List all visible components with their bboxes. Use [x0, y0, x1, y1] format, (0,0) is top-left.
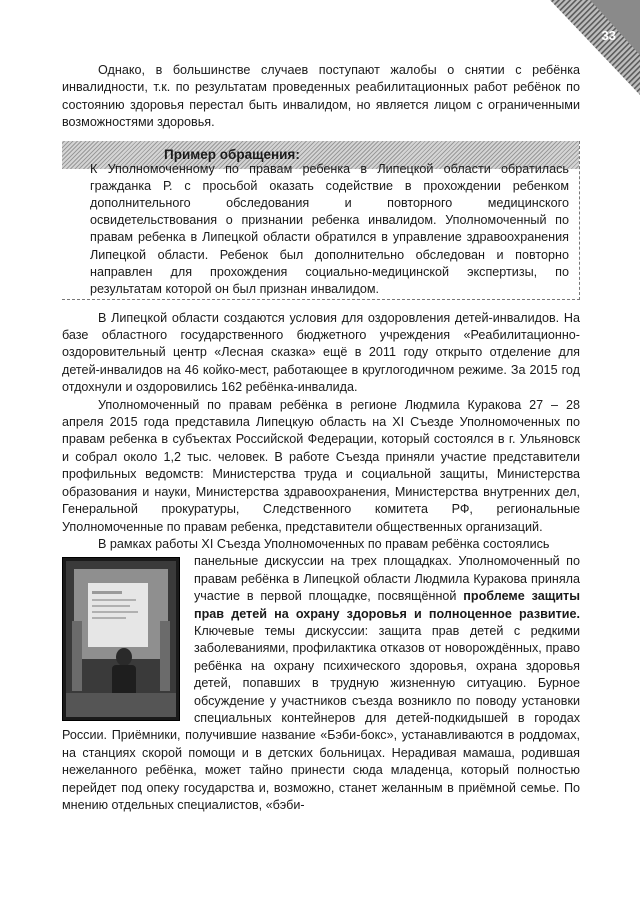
congress-paragraph: Уполномоченный по правам ребёнка в регионе Людмила Куракова 27 – 28 апреля 2015 года представила Липецкую область на XI Съезде Уполномоченных по правам ребенка в субъектах Российской Федерации, который состоялся в г. Ульяновск и собрал около 1,2 тыс. человек. В работе Съезда приняли участие представители профильных ведомств: Министерства труда и социальной защиты, Министерства образования и науки, Министерства здравоохранения, Министерства внутренних дел, Генеральной прокуратуры, Следственного комитета РФ, региональные Уполномоченные по правам ребенка, представители общественных организаций.	[62, 397, 580, 534]
lipetsk-paragraph: В Липецкой области создаются условия для оздоровления детей-инвалидов. На базе областного государственного бюджетного учреждения «Реабилитационно-оздоровительный центр «Лесная сказка» ещё в 2011 году открыто отделение для детей-инвалидов на 46 койко-мест, работающее в круглогодичном режиме. За 2015 год отдохнули и оздоровились 162 ребёнка-инвалида.	[62, 310, 580, 395]
example-text: К Уполномоченному по правам ребенка в Липецкой области обратилась гражданка Р. с просьбой оказать содействие в прохождении ребенком дополнительного обследования и повторного медицинского освидетельствования о признании ребенка инвалидом. Уполномоченный по правам ребенка в Липецкой области обратился в управление здравоохранения Липецкой области. Ребенок был дополнительно обследован и повторно направлен для прохождения социально-медицинской экспертизы, по результатам которой он был признан инвалидом.	[90, 161, 569, 297]
page-content	[62, 62, 580, 814]
discussion-lead: В рамках работы XI Съезда Уполномоченных по правам ребёнка состоялись	[98, 536, 550, 551]
example-body	[62, 161, 579, 299]
intro-paragraph: Однако, в большинстве случаев поступают жалобы о снятии с ребёнка инвалидности, т.к. по результатам проведенных реабилитационных работ ребёнок по состоянию здоровья перестал быть инвалидом, но является лицом с ограниченными возможностями здоровья.	[62, 63, 580, 130]
example-box	[62, 141, 580, 300]
discussion-bold-topic: проблеме защиты прав детей на охрану здоровья и полноценное развитие.	[194, 589, 580, 621]
example-title-colon: :	[295, 146, 300, 162]
page-number: 33	[601, 28, 616, 43]
discussion-text-1: панельные дискуссии на трех площадках. Уполномоченный по правам ребёнка в Липецкой области Людмила Куракова приняла участие в первой площадке, посвящённой	[194, 554, 580, 604]
discussion-text-2: Ключевые темы дискуссии: защита прав детей с редкими заболеваниями, профилактика отказов от новорождённых, право ребёнка на охрану психического здоровья, охрана здоровья детей, попавших в трудную жизненную ситуацию. Бурное обсуждение у участников съезда возникло по поводу установки специальных контейнеров для детей-подкидышей в городах России. Приёмники, получившие название «Бэби-бокс», устанавливаются в роддомах, на станциях скорой помощи и в детских больницах. Нерадивая мамаша, родившая нежеланного ребёнка, может тайно принести сюда младенца, который полностью перейдет под опеку государства и, возможно, станет желанным в приёмной семье. По мнению отдельных специалистов, «бэби-	[62, 623, 580, 812]
congress-photo-image	[66, 561, 176, 717]
congress-photo	[62, 557, 180, 721]
example-title-text: Пример обращения	[164, 146, 296, 162]
